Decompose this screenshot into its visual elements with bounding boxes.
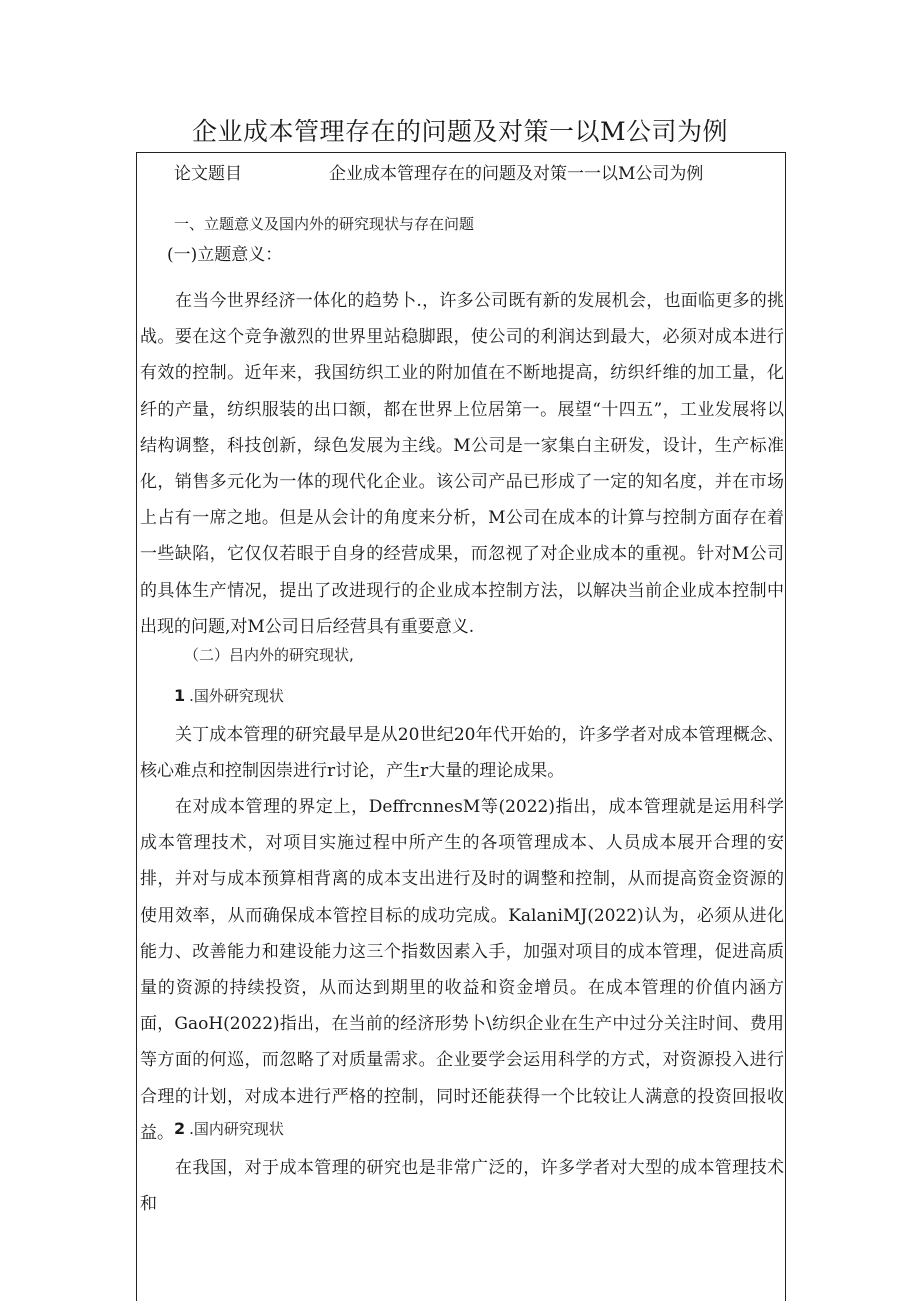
sub-heading-research-status: （二）吕内外的研究现状, xyxy=(184,646,354,664)
topic-value: 企业成本管理存在的问题及对策一一以M公司为例 xyxy=(329,164,704,184)
sub-heading-significance: (一)立题意义： xyxy=(167,245,283,265)
paragraph-foreign-1: 关丁成本管理的研究最早是从20世纪20年代开始的，许多学者对成本管理概念、核心难点和控制因崇进行r讨论，产生r大量的理论成果。 xyxy=(140,725,784,782)
heading-text: .国外研究现状 xyxy=(189,687,284,705)
heading-number: 2 xyxy=(174,1119,186,1138)
heading-number: 1 xyxy=(174,686,186,705)
paragraph-significance: 在当今世界经济一体化的趋势卜.，许多公司既有新的发展机会，也面临更多的挑战。要在这个竞争激烈的世界里站稳脚跟，使公司的利润达到最大，必须对成本进行有效的控制。近年来，我国纺织工业的附加值在不断地提高，纺织纤维的加工量，化纤的产量，纺织服装的出口额，都在世界上位居第一。展望“十四五”，工业发展将以结构调整，科技创新，绿色发展为主线。M公司是一家集白主研发，设计，生产标准化，销售多元化为一体的现代化企业。该公司产品已形成了一定的知名度，并在市场上占有一席之地。但是从会计的角度来分析，M公司在成本的计算与控制方面存在着一些缺陷，它仅仅若眼于自身的经营成果，而忽视了对企业成本的重视。针对M公司的具体生产情况，提出了改进现行的企业成本控制方法，以解决当前企业成本控制中出现的问题,对M公司日后经营具有重要意义. xyxy=(140,291,784,637)
paragraph-foreign-2: 在对成本管理的界定上，DeffrcnnesM等(2022)指出，成本管理就是运用科学成本管理技术，对项目实施过程中所产生的各项管理成本、人员成本展开合理的安排，并对与成本预算相背离的成本支出进行及时的调整和控制，从而提高资金资源的使用效率，从而确保成本管控目标的成功完成。KalaniMJ(2022)认为，必须从进化能力、改善能力和建设能力这三个指数因素入手，加强对项目的成本管理，促进高质量的资源的持续投资，从而达到期里的收益和资金增员。在成本管理的价值内涵方面，GaoH(2022)指出，在当前的经济形势卜\纺织企业在生产中过分关注时间、费用等方面的何巡，而忽略了对质量需求。企业要学会运用科学的方式，对资源投入进行合理的计划，对成本进行严格的控制，同时还能获得一个比较让人满意的投资回报收益。 xyxy=(140,797,784,1143)
heading-foreign-research xyxy=(174,684,284,708)
heading-domestic-research xyxy=(174,1117,284,1141)
heading-text: .国内研究现状 xyxy=(189,1120,284,1138)
document-title: 企业成本管理存在的问题及对策一以M公司为例 xyxy=(191,117,729,146)
topic-label: 论文题目 xyxy=(174,164,242,184)
section-heading-1: 一、立题意义及国内外的研究现状与存在问题 xyxy=(174,215,475,233)
paragraph-domestic-1: 在我国，对于成本管理的研究也是非常广泛的，许多学者对大型的成本管理技术和 xyxy=(140,1158,784,1215)
